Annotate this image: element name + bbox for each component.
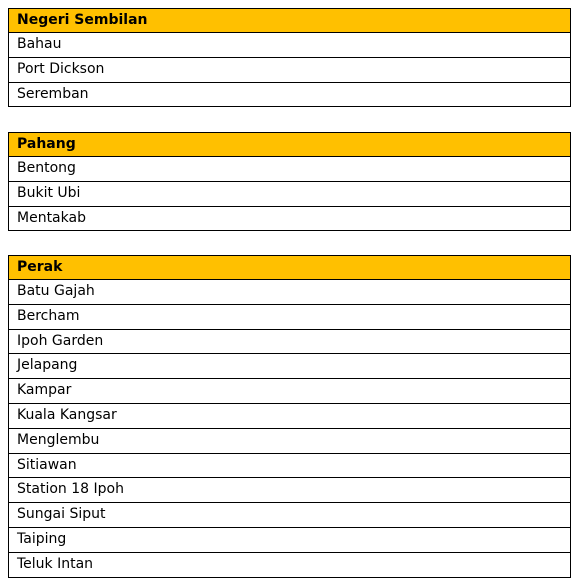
town-row: Mentakab <box>9 207 570 232</box>
town-row: Jelapang <box>9 354 570 379</box>
state-header: Perak <box>9 256 570 280</box>
town-row: Sitiawan <box>9 454 570 479</box>
state-table-negeri-sembilan <box>8 8 571 107</box>
town-row: Seremban <box>9 83 570 108</box>
town-row: Sungai Siput <box>9 503 570 528</box>
town-row: Bukit Ubi <box>9 182 570 207</box>
town-row: Bahau <box>9 33 570 58</box>
state-header: Pahang <box>9 133 570 157</box>
town-row: Bercham <box>9 305 570 330</box>
town-row: Teluk Intan <box>9 553 570 578</box>
town-row: Bentong <box>9 157 570 182</box>
town-row: Menglembu <box>9 429 570 454</box>
town-row: Kampar <box>9 379 570 404</box>
town-row: Station 18 Ipoh <box>9 478 570 503</box>
town-row: Kuala Kangsar <box>9 404 570 429</box>
town-row: Taiping <box>9 528 570 553</box>
state-header: Negeri Sembilan <box>9 9 570 33</box>
town-row: Port Dickson <box>9 58 570 83</box>
state-table-perak <box>8 255 571 578</box>
town-row: Ipoh Garden <box>9 330 570 355</box>
state-table-pahang <box>8 132 571 231</box>
town-row: Batu Gajah <box>9 280 570 305</box>
